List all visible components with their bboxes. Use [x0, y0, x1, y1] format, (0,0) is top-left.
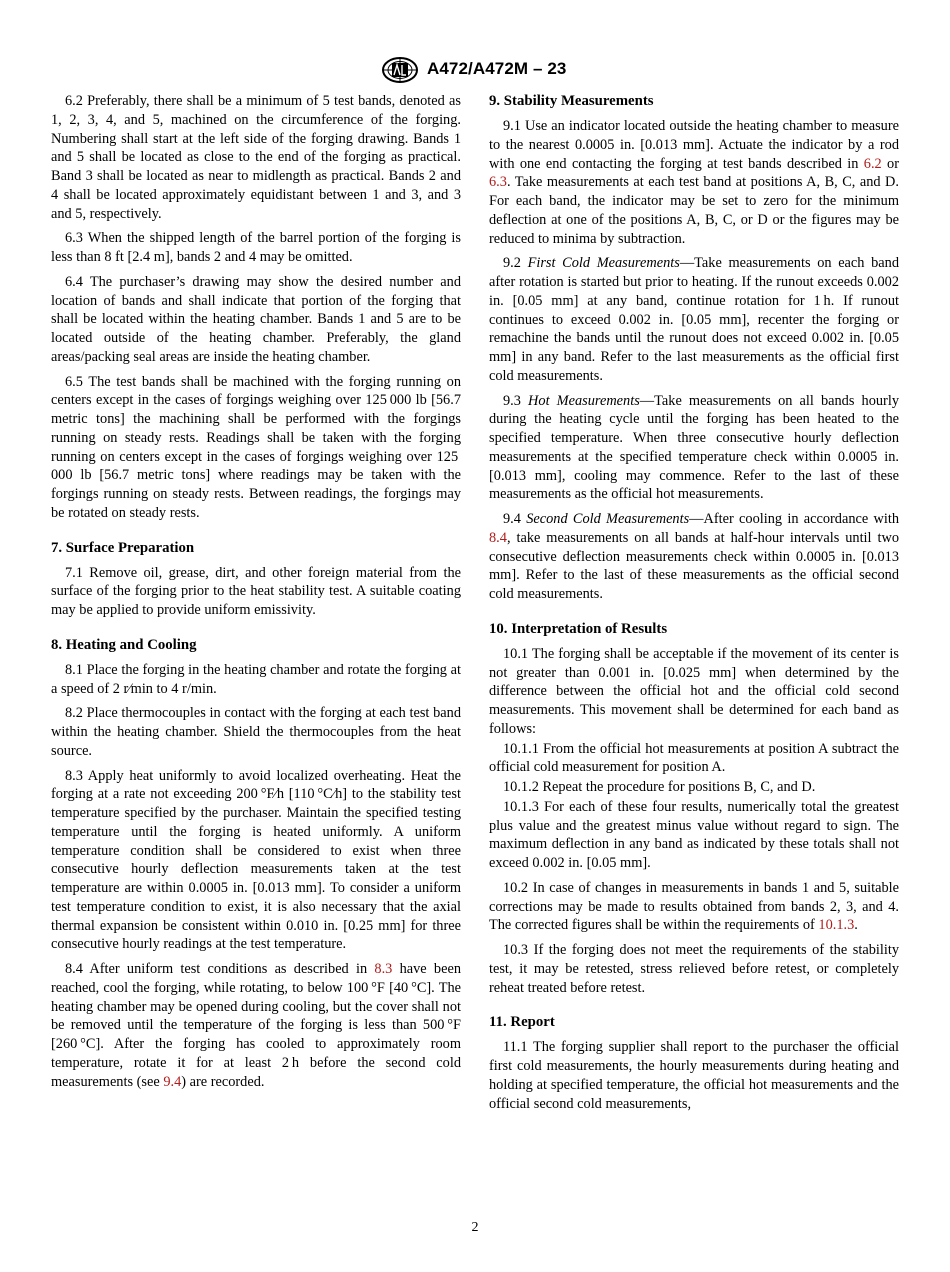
ref-link-6-3[interactable]: 6.3 [489, 174, 507, 191]
text: —Take measurements on each band after rotation is started but prior to heating. If the runout exceeds 0.002 in. [0.05 mm] at any band, continue rotation for 1 h. If runout continues to exceed 0.002 in. [0.05 mm], recenter the forging or remachine the bands until the runout does not exceed 0.002 in. [0.05 mm] in any band. Refer to the last measurements as the official first cold measurements. [489, 255, 900, 384]
document-id: A472/A472M – 23 [427, 59, 567, 78]
text: have been reached, cool the forging, while rotating, to below 100 °F [40 °C]. The heating chamber may be opened during cooling, but the cover shall not be removed until the temperature of the forging is less than 500 °F [260 °C]. After the forging has cooled to approximately room temperature, rotate it for at least 2 h before the second cold measurements (see [51, 961, 462, 1090]
paragraph-10-3: 10.3 If the forging does not meet the requirements of the stability test, it may be retested, stress relieved before retest, or completely reheat treated before retest. [489, 942, 899, 996]
paragraph-9-2 [489, 254, 899, 385]
right-column [489, 92, 899, 1119]
text: 8.4 After uniform test conditions as described in [65, 961, 375, 977]
text: 10.2 In case of changes in measurements in bands 1 and 5, suitable corrections may be made to results obtained from bands 2, 3, and 4. The corrected figures shall be within the requirements of [489, 879, 899, 934]
text: —Take measurements on all bands hourly during the heating cycle until the forging has been heated to the specified temperature. When three consecutive hourly deflection measurements at the specified temperature check within 0.0005 in. [0.013 mm], cooling may commence. Refer to the last of these measurements as the official hot measurements. [489, 392, 899, 503]
paragraph-9-4 [489, 510, 899, 604]
text: 9.2 [503, 255, 528, 272]
paragraph-8-4 [51, 960, 461, 1091]
paragraph-10-1-1: 10.1.1 From the official hot measurements at position A subtract the official cold measurement for position A. [489, 740, 899, 776]
text: —After cooling in accordance with [689, 511, 900, 527]
paragraph-6-5: 6.5 The test bands shall be machined with the forging running on centers except in the cases of forgings weighing over 125 000 lb [56.7 metric tons] the machining shall be performed with the forgings running on steady rests. Readings shall be taken with the forging running on centers except in the cases of forgings weighing over 125 000 lb [56.7 metric tons] where readings may be taken with the forgings running on steady rests. Between readings, the forgings may be rotated on steady rests. [51, 373, 461, 521]
paragraph-10-1-3: 10.1.3 For each of these four results, numerically total the greatest plus value and the greatest minus value without regard to sign. The maximum deflection in any band as indicated by these totals shall not exceed 0.002 in. [0.05 mm]. [489, 798, 899, 871]
left-column [51, 92, 461, 1097]
subheading: First Cold Measurements [527, 255, 680, 272]
ref-link-9-4[interactable]: 9.4 [163, 1073, 182, 1090]
section-heading-9: 9. Stability Measurements [489, 93, 654, 109]
ref-link-6-2[interactable]: 6.2 [863, 155, 882, 172]
text: ) are recorded. [181, 1073, 265, 1090]
text: , take measurements on all bands at half-hour intervals until two consecutive deflection measurements check within 0.0005 in. [0.013 mm]. Refer to the last of these measurements as the official second cold measurements. [489, 529, 899, 602]
text: 9.4 [503, 511, 527, 527]
paragraph-6-2: 6.2 Preferably, there shall be a minimum of 5 test bands, denoted as 1, 2, 3, 4, and 5, machined on the circumference of the forging. Numbering shall start at the left side of the forging drawing. Bands 1 and 5 shall be located as close to the end of the forging as practical. Band 3 shall be located as near to midlength as practical. Bands 2 and 4 shall be located approximately equidistant between 1 and 3, and 3 and 5, respectively. [51, 93, 461, 222]
paragraph-8-1: 8.1 Place the forging in the heating chamber and rotate the forging at a speed of 2 r⁄min to 4 r/min. [51, 661, 461, 697]
paragraph-11-1: 11.1 The forging supplier shall report to the purchaser the official first cold measurements, the hourly measurements during heating and holding at specified temperature, the official hot measurements and the official second cold measurements, [489, 1039, 899, 1112]
ref-link-8-4[interactable]: 8.4 [489, 529, 507, 546]
paragraph-10-1: 10.1 The forging shall be acceptable if the movement of its center is not greater than 0.001 in. [0.025 mm] when determined by the difference between the official hot and the official cold second measurements. This movement shall be determined for each band as follows: [489, 645, 899, 737]
paragraph-8-2: 8.2 Place thermocouples in contact with the forging at each test band within the heating chamber. Shield the thermocouples from the heat source. [51, 705, 461, 759]
text: . [854, 917, 858, 934]
ref-link-10-1-3[interactable]: 10.1.3 [818, 917, 855, 934]
text: . Take measurements at each test band at positions A, B, C, and D. For each band, the indicator may be set to zero for the minimum deflection at one of the positions A, B, C, or D or the figures may be reduced to minima by subtraction. [489, 174, 899, 247]
page-header [0, 57, 950, 83]
ref-link-8-3[interactable]: 8.3 [374, 961, 393, 977]
paragraph-6-3: 6.3 When the shipped length of the barrel portion of the forging is less than 8 ft [2.4 m], bands 2 and 4 may be omitted. [51, 230, 461, 265]
subheading: Second Cold Measurements [526, 511, 690, 527]
paragraph-7-1: 7.1 Remove oil, grease, dirt, and other foreign material from the surface of the forging prior to the heat stability test. A suitable coating may be applied to provide uniform emissivity. [51, 564, 461, 618]
section-heading-8: 8. Heating and Cooling [51, 636, 197, 653]
paragraph-10-2 [489, 879, 899, 935]
text: 9.3 [503, 392, 529, 409]
text: or [881, 155, 899, 172]
paragraph-6-4: 6.4 The purchaser’s drawing may show the desired number and location of bands and shall indicate that portion of the forging that shall be located within the heating chamber. Bands 1 and 5 are to be located outside of the heating chamber. Preferably, the gland areas/packing seal areas are inside the heating chamber. [51, 273, 461, 365]
paragraph-9-3 [489, 392, 899, 505]
astm-logo [381, 57, 419, 83]
paragraph-10-1-2: 10.1.2 Repeat the procedure for positions B, C, and D. [503, 779, 816, 795]
section-heading-10: 10. Interpretation of Results [489, 620, 668, 637]
paragraph-8-3: 8.3 Apply heat uniformly to avoid localized overheating. Heat the forging at a rate not exceeding 200 °F⁄h [110 °C⁄h] to the stability test temperature specified by the purchaser. Maintain the specified testing temperature until the forging is heated uniformly. A uniform temperature condition shall be considered to exist when three consecutive hourly deflection measurements taken at the test temperature are within 0.0005 in. [0.013 mm]. To consider a uniform test temperature condition to exist, it is also necessary that the axial thermal expansion be consistent within 0.010 in. [0.25 mm] for three consecutive hourly readings at the test temperature. [51, 767, 461, 953]
paragraph-9-1 [489, 117, 899, 248]
text: 9.1 Use an indicator located outside the heating chamber to measure to the nearest 0.0005 in. [0.013 mm]. Actuate the indicator by a rod with one end contacting the forging at test bands described in [489, 118, 899, 172]
section-heading-7: 7. Surface Preparation [51, 539, 195, 556]
subheading: Hot Measurements [528, 392, 640, 409]
section-heading-11: 11. Report [489, 1014, 555, 1031]
page-number: 2 [471, 1220, 479, 1235]
